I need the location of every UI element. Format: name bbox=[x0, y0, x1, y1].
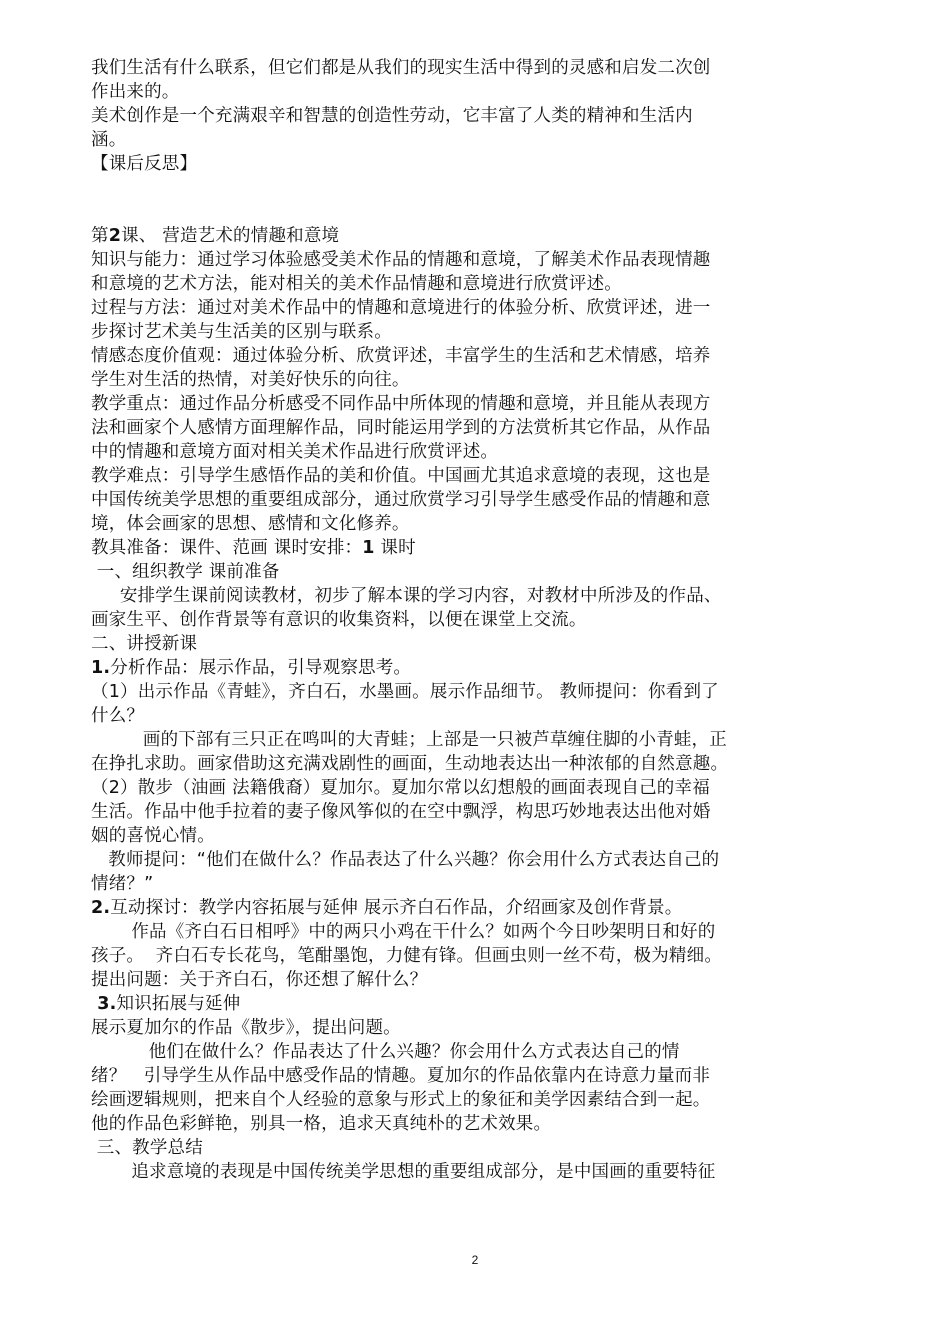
step-text: 互动探讨：教学内容拓展与延伸 展示齐白石作品，介绍画家及创作背景。 bbox=[110, 898, 683, 918]
text-line: 中的情趣和意境方面对相关美术作品进行欣赏评述。 bbox=[91, 442, 499, 462]
text-line: 过程与方法：通过对美术作品中的情趣和意境进行的体验分析、欣赏评述，进一 bbox=[91, 298, 711, 318]
text-line: 知识与能力：通过学习体验感受美术作品的情趣和意境，了解美术作品表现情趣 bbox=[91, 250, 711, 270]
text-line: 画的下部有三只正在鸣叫的大青蛙；上部是一只被芦草缠住脚的小青蛙，正 bbox=[91, 730, 727, 750]
page-number: 2 bbox=[471, 1253, 479, 1267]
section-heading: 一、组织教学 课前准备 bbox=[91, 562, 280, 582]
text-line: （1）出示作品《青蛙》，齐白石，水墨画。展示作品细节。 教师提问：你看到了 bbox=[91, 682, 719, 702]
text-line: 提出问题：关于齐白石，你还想了解什么？ bbox=[91, 970, 428, 990]
text-line: 教师提问：“他们在做什么？作品表达了什么兴趣？你会用什么方式表达自己的 bbox=[91, 850, 720, 870]
text-line: 绪？ 引导学生从作品中感受作品的情趣。夏加尔的作品依靠内在诗意力量而非 bbox=[91, 1066, 711, 1086]
text-line: 姻的喜悦心情。 bbox=[91, 826, 215, 846]
text-line: 步探讨艺术美与生活美的区别与联系。 bbox=[91, 322, 392, 342]
text-line: 中国传统美学思想的重要组成部分，通过欣赏学习引导学生感受作品的情趣和意 bbox=[91, 490, 711, 510]
text-line: 法和画家个人感情方面理解作品，同时能运用学到的方法赏析其它作品，从作品 bbox=[91, 418, 711, 438]
text-line: 生活。作品中他手拉着的妻子像风筝似的在空中飘浮，构思巧妙地表达出他对婚 bbox=[91, 802, 711, 822]
text-line: 什么？ bbox=[91, 706, 145, 726]
step-number: 2. bbox=[91, 898, 111, 918]
section-heading: 三、教学总结 bbox=[91, 1138, 203, 1158]
text-line: 安排学生课前阅读教材，初步了解本课的学习内容，对教材中所涉及的作品、 bbox=[91, 586, 722, 606]
text-line: 他的作品色彩鲜艳，别具一格，追求天真纯朴的艺术效果。 bbox=[91, 1114, 552, 1134]
prep-line bbox=[91, 536, 871, 560]
section-heading-reflection: 【课后反思】 bbox=[91, 154, 198, 174]
text-line: 作品《齐白石日相呼》中的两只小鸡在干什么？如两个今日吵架明日和好的 bbox=[91, 922, 716, 942]
class-hours-number: 1 bbox=[362, 538, 375, 558]
step-number: 3. bbox=[91, 994, 117, 1014]
text-line: 教学难点：引导学生感悟作品的美和价值。中国画尤其追求意境的表现，这也是 bbox=[91, 466, 711, 486]
text-line: 我们生活有什么联系，但它们都是从我们的现实生活中得到的灵感和启发二次创 bbox=[91, 58, 711, 78]
lesson-title bbox=[91, 224, 871, 248]
section-heading: 二、讲授新课 bbox=[91, 634, 198, 654]
lesson-title-text: 课、 营造艺术的情趣和意境 bbox=[121, 226, 340, 246]
text-line: 教学重点：通过作品分析感受不同作品中所体现的情趣和意境，并且能从表现方 bbox=[91, 394, 711, 414]
step-number: 1. bbox=[91, 658, 111, 678]
step-text: 分析作品：展示作品，引导观察思考。 bbox=[110, 658, 412, 678]
text-line: 展示夏加尔的作品《散步》，提出问题。 bbox=[91, 1018, 401, 1038]
text-line: 境，体会画家的思想、感情和文化修养。 bbox=[91, 514, 410, 534]
prep-text: 教具准备：课件、范画 课时安排： bbox=[91, 538, 363, 558]
step-3 bbox=[91, 992, 871, 1016]
text-line: （2）散步（油画 法籍俄裔）夏加尔。夏加尔常以幻想般的画面表现自己的幸福 bbox=[91, 778, 710, 798]
text-line: 情感态度价值观：通过体验分析、欣赏评述，丰富学生的生活和艺术情感，培养 bbox=[91, 346, 711, 366]
step-text: 知识拓展与延伸 bbox=[116, 994, 241, 1014]
text-line: 在挣扎求助。画家借助这充满戏剧性的画面，生动地表达出一种浓郁的自然意趣。 bbox=[91, 754, 729, 774]
lesson-title-prefix: 第 bbox=[91, 226, 109, 246]
document-body bbox=[91, 56, 871, 1184]
text-line: 孩子。 齐白石专长花鸟，笔酣墨饱，力健有锋。但画虫则一丝不苟，极为精细。 bbox=[91, 946, 723, 966]
text-line: 情绪？” bbox=[91, 874, 154, 894]
lesson-number: 2 bbox=[108, 226, 122, 246]
text-line: 涵。 bbox=[91, 130, 127, 150]
text-line: 绘画逻辑规则，把来自个人经验的意象与形式上的象征和美学因素结合到一起。 bbox=[91, 1090, 711, 1110]
step-2 bbox=[91, 896, 871, 920]
text-line: 美术创作是一个充满艰辛和智慧的创造性劳动，它丰富了人类的精神和生活内 bbox=[91, 106, 693, 126]
text-line: 他们在做什么？作品表达了什么兴趣？你会用什么方式表达自己的情 bbox=[91, 1042, 680, 1062]
text-line: 画家生平、创作背景等有意识的收集资料，以便在课堂上交流。 bbox=[91, 610, 587, 630]
text-line: 和意境的艺术方法，能对相关的美术作品情趣和意境进行欣赏评述。 bbox=[91, 274, 622, 294]
prep-suffix: 课时 bbox=[374, 538, 416, 558]
text-line: 学生对生活的热情，对美好快乐的向往。 bbox=[91, 370, 410, 390]
text-line: 追求意境的表现是中国传统美学思想的重要组成部分，是中国画的重要特征 bbox=[91, 1162, 716, 1182]
text-line: 作出来的。 bbox=[91, 82, 180, 102]
spacer bbox=[91, 176, 871, 224]
step-1 bbox=[91, 656, 871, 680]
